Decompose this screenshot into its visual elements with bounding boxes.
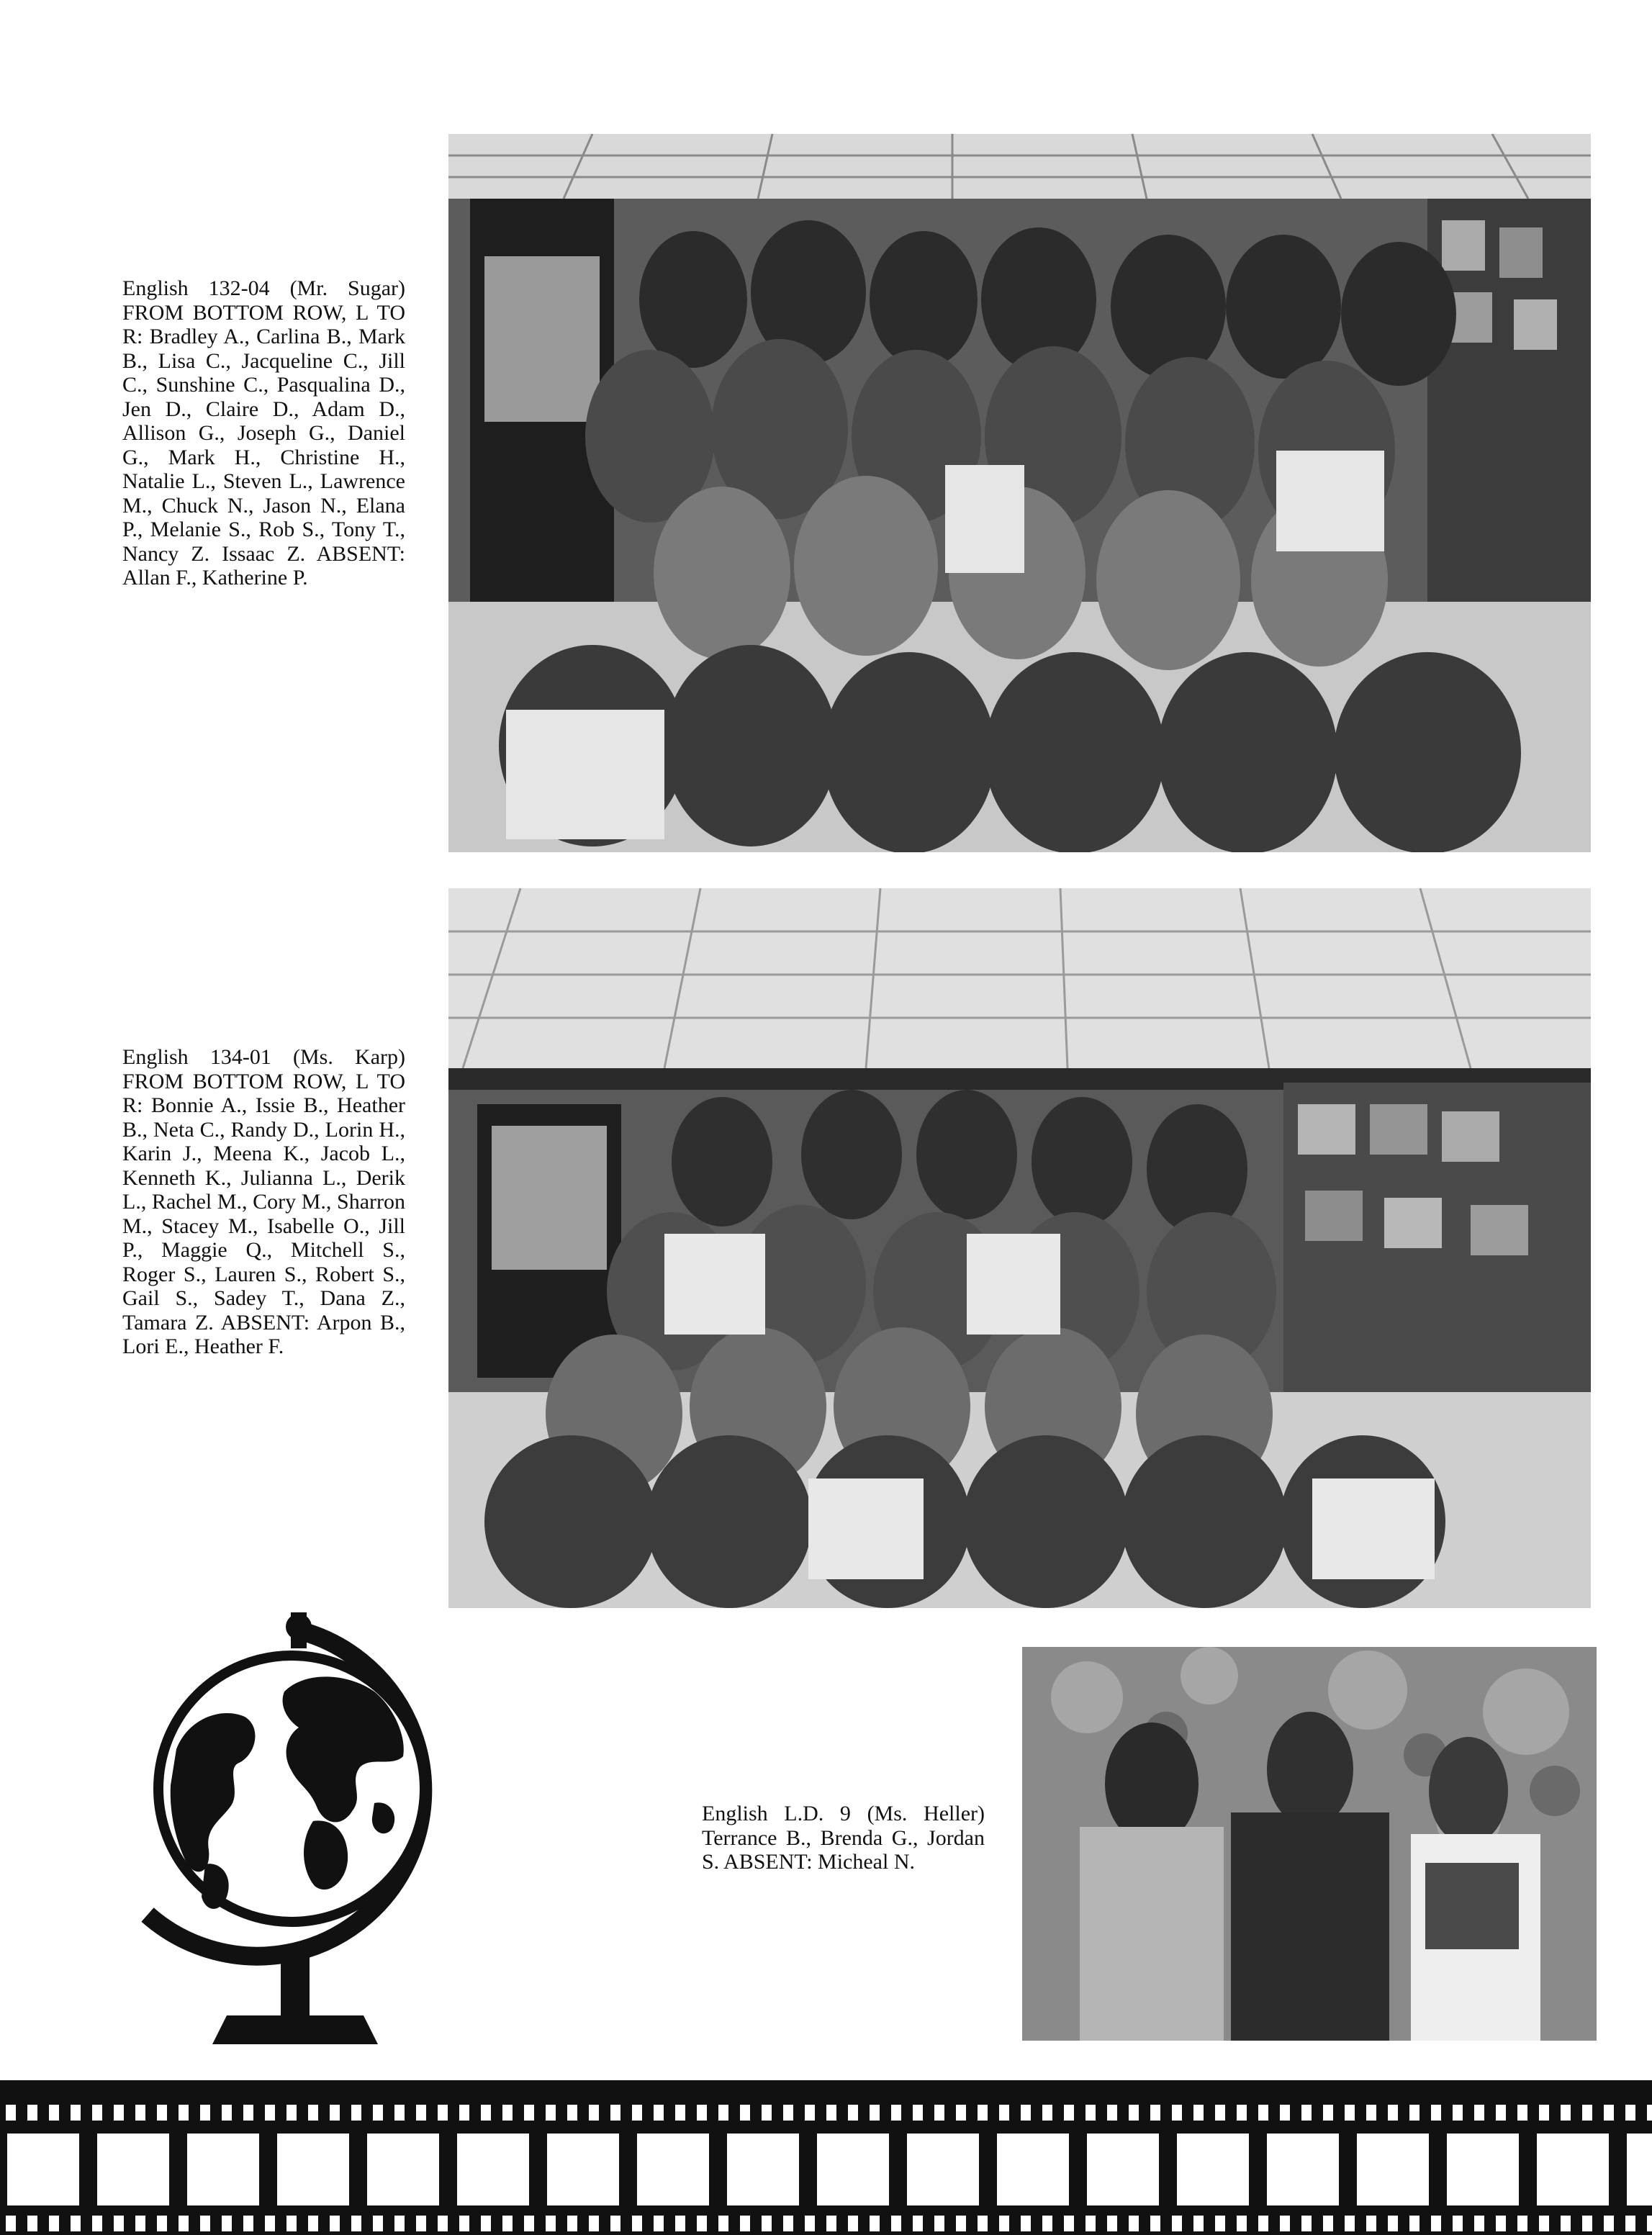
film-frame (1357, 2134, 1429, 2205)
film-frame (1267, 2134, 1339, 2205)
sprocket-hole (805, 2105, 815, 2121)
sprocket-hole (438, 2105, 448, 2121)
sprocket-hole (49, 2105, 59, 2121)
sprocket-hole (1539, 2216, 1549, 2231)
sprocket-hole (157, 2105, 167, 2121)
sprocket-hole (351, 2105, 361, 2121)
sprocket-hole (49, 2216, 59, 2231)
sprocket-hole (265, 2105, 275, 2121)
sprocket-hole (1409, 2216, 1419, 2231)
sprocket-hole (1366, 2105, 1376, 2121)
sprocket-hole (1301, 2105, 1312, 2121)
sprocket-hole (1647, 2216, 1652, 2231)
sprocket-hole (27, 2216, 37, 2231)
sprocket-hole (1366, 2216, 1376, 2231)
sprocket-hole (1301, 2216, 1312, 2231)
sprocket-hole (179, 2216, 189, 2231)
sprocket-hole (675, 2105, 685, 2121)
film-frame (907, 2134, 979, 2205)
film-frame (727, 2134, 799, 2205)
sprocket-hole (1539, 2105, 1549, 2121)
sprocket-hole (891, 2105, 901, 2121)
sprocket-hole (71, 2216, 81, 2231)
sprocket-hole (762, 2105, 772, 2121)
sprocket-hole (502, 2105, 513, 2121)
film-frame (1627, 2134, 1652, 2205)
sprocket-hole (740, 2216, 750, 2231)
sprocket-hole (1474, 2216, 1484, 2231)
sprocket-hole (870, 2216, 880, 2231)
sprocket-hole (1258, 2216, 1268, 2231)
sprocket-hole (330, 2216, 340, 2231)
sprocket-hole (826, 2216, 836, 2231)
sprocket-hole (913, 2105, 923, 2121)
sprocket-hole (1323, 2105, 1333, 2121)
sprocket-hole (1172, 2105, 1182, 2121)
sprocket-hole (416, 2105, 426, 2121)
film-frame (187, 2134, 259, 2205)
sprocket-hole (1215, 2216, 1225, 2231)
sprocket-hole (114, 2105, 124, 2121)
film-frame (1087, 2134, 1159, 2205)
sprocket-hole (222, 2105, 232, 2121)
sprocket-hole (459, 2105, 469, 2121)
sprocket-hole (27, 2105, 37, 2121)
sprocket-hole (373, 2216, 383, 2231)
sprocket-hole (978, 2216, 988, 2231)
sprocket-hole (330, 2105, 340, 2121)
film-frame (457, 2134, 529, 2205)
sprocket-hole (610, 2216, 620, 2231)
sprocket-hole (1237, 2216, 1247, 2231)
sprocket-hole (1129, 2105, 1139, 2121)
sprocket-hole (999, 2105, 1009, 2121)
sprocket-hole (1582, 2216, 1592, 2231)
sprocket-hole (654, 2216, 664, 2231)
sprocket-hole (114, 2216, 124, 2231)
sprocket-hole (805, 2216, 815, 2231)
sprocket-hole (1625, 2105, 1635, 2121)
sprocket-hole (243, 2105, 253, 2121)
sprocket-hole (416, 2216, 426, 2231)
sprocket-hole (1280, 2105, 1290, 2121)
sprocket-hole (870, 2105, 880, 2121)
sprocket-hole (1064, 2216, 1074, 2231)
sprocket-hole (1388, 2105, 1398, 2121)
sprocket-hole (92, 2216, 102, 2231)
sprocket-hole (697, 2105, 707, 2121)
sprocket-hole (783, 2216, 793, 2231)
sprocket-hole (1496, 2216, 1506, 2231)
sprocket-hole (675, 2216, 685, 2231)
sprocket-hole (697, 2216, 707, 2231)
sprocket-hole (524, 2216, 534, 2231)
sprocket-hole (654, 2105, 664, 2121)
sprocket-hole (1258, 2105, 1268, 2121)
filmstrip-border (0, 2080, 1652, 2235)
sprocket-hole (891, 2216, 901, 2231)
sprocket-hole (438, 2216, 448, 2231)
sprocket-hole (502, 2216, 513, 2231)
sprocket-hole (1193, 2105, 1204, 2121)
film-frame (367, 2134, 439, 2205)
sprocket-hole (848, 2105, 858, 2121)
sprocket-hole (1474, 2105, 1484, 2121)
sprocket-hole (956, 2216, 966, 2231)
sprocket-hole (1021, 2105, 1031, 2121)
sprocket-hole (1150, 2216, 1160, 2231)
class-photo-english-134-01 (448, 888, 1591, 1608)
sprocket-hole (1647, 2105, 1652, 2121)
sprocket-hole (1280, 2216, 1290, 2231)
sprocket-hole (1107, 2216, 1117, 2231)
sprocket-hole (999, 2216, 1009, 2231)
film-frame (547, 2134, 619, 2205)
sprocket-hole (1172, 2216, 1182, 2231)
sprocket-hole (1409, 2105, 1419, 2121)
class-caption-english-134-01: English 134-01 (Ms. Karp) FROM BOTTOM ROW, L TO R: Bonnie A., Issie B., Heather B., Neta C., Randy D., Lorin H., Karin J., Meena K., Jacob L., Kenneth K., Julianna L., Derik L., Rachel M., Cory M., Sharron M., Stacey M., Isabelle O., Jill P., Maggie Q., Mitchell S., Roger S., Lauren S., Robert S., Gail S., Sadey T., Dana Z., Tamara Z. ABSENT: Arpon B., Lori E., Heather F. (122, 1045, 405, 1358)
sprocket-hole (1323, 2216, 1333, 2231)
sprocket-hole (308, 2216, 318, 2231)
sprocket-hole (1517, 2105, 1527, 2121)
sprocket-hole (157, 2216, 167, 2231)
film-frame (277, 2134, 349, 2205)
sprocket-hole (1604, 2216, 1614, 2231)
film-frame (817, 2134, 889, 2205)
class-caption-english-ld-9: English L.D. 9 (Ms. Heller) Terrance B., Brenda G., Jordan S. ABSENT: Micheal N. (702, 1802, 985, 1874)
sprocket-hole (1345, 2216, 1355, 2231)
sprocket-hole (1625, 2216, 1635, 2231)
sprocket-hole (1215, 2105, 1225, 2121)
sprocket-hole (71, 2105, 81, 2121)
sprocket-hole (1582, 2105, 1592, 2121)
sprocket-hole (632, 2216, 642, 2231)
sprocket-hole (1085, 2105, 1096, 2121)
sprocket-hole (1193, 2216, 1204, 2231)
sprocket-hole (394, 2216, 405, 2231)
sprocket-hole (135, 2216, 145, 2231)
sprocket-hole (6, 2105, 16, 2121)
sprocket-hole (1453, 2216, 1463, 2231)
sprocket-hole (934, 2105, 944, 2121)
sprocket-hole (394, 2105, 405, 2121)
sprocket-hole (1431, 2105, 1441, 2121)
sprocket-hole (1345, 2105, 1355, 2121)
sprocket-hole (1064, 2105, 1074, 2121)
sprocket-hole (546, 2216, 556, 2231)
class-photo-english-ld-9 (1022, 1647, 1597, 2041)
sprocket-hole (265, 2216, 275, 2231)
sprocket-hole (1517, 2216, 1527, 2231)
class-caption-english-132-04: English 132-04 (Mr. Sugar) FROM BOTTOM ROW, L TO R: Bradley A., Carlina B., Mark B., Lisa C., Jacqueline C., Jill C., Sunshine C., Pasqualina D., Jen D., Claire D., Adam D., Allison G., Joseph G., Daniel G., Mark H., Christine H., Natalie L., Steven L., Lawrence M., Chuck N., Jason N., Elana P., Melanie S., Rob S., Tony T., Nancy Z. Issaac Z. ABSENT: Allan F., Katherine P. (122, 276, 405, 590)
sprocket-hole (589, 2216, 599, 2231)
sprocket-hole (718, 2105, 728, 2121)
sprocket-hole (1496, 2105, 1506, 2121)
sprocket-hole (934, 2216, 944, 2231)
sprocket-hole (200, 2105, 210, 2121)
sprocket-hole (92, 2105, 102, 2121)
globe-icon (119, 1612, 479, 2059)
sprocket-hole (956, 2105, 966, 2121)
sprocket-hole (1453, 2105, 1463, 2121)
class-photo-english-132-04 (448, 134, 1591, 852)
sprocket-hole (286, 2216, 297, 2231)
sprocket-hole (1042, 2105, 1052, 2121)
sprocket-hole (481, 2105, 491, 2121)
sprocket-hole (373, 2105, 383, 2121)
sprocket-hole (1107, 2105, 1117, 2121)
film-frame (997, 2134, 1069, 2205)
sprocket-hole (308, 2105, 318, 2121)
sprocket-hole (589, 2105, 599, 2121)
film-frame (1447, 2134, 1519, 2205)
sprocket-hole (1561, 2216, 1571, 2231)
sprocket-hole (567, 2105, 577, 2121)
sprocket-hole (222, 2216, 232, 2231)
film-frame (7, 2134, 79, 2205)
sprocket-hole (1388, 2216, 1398, 2231)
sprocket-hole (1129, 2216, 1139, 2231)
sprocket-hole (1237, 2105, 1247, 2121)
sprocket-hole (1042, 2216, 1052, 2231)
film-frame (1177, 2134, 1249, 2205)
sprocket-hole (1604, 2105, 1614, 2121)
sprocket-hole (459, 2216, 469, 2231)
sprocket-hole (783, 2105, 793, 2121)
sprocket-hole (1021, 2216, 1031, 2231)
sprocket-hole (1561, 2105, 1571, 2121)
sprocket-hole (1085, 2216, 1096, 2231)
sprocket-hole (718, 2216, 728, 2231)
sprocket-hole (740, 2105, 750, 2121)
sprocket-hole (632, 2105, 642, 2121)
sprocket-hole (610, 2105, 620, 2121)
sprocket-hole (200, 2216, 210, 2231)
sprocket-hole (6, 2216, 16, 2231)
sprocket-hole (481, 2216, 491, 2231)
film-frame (637, 2134, 709, 2205)
sprocket-hole (524, 2105, 534, 2121)
sprocket-hole (351, 2216, 361, 2231)
sprocket-hole (546, 2105, 556, 2121)
sprocket-hole (913, 2216, 923, 2231)
sprocket-hole (848, 2216, 858, 2231)
sprocket-hole (978, 2105, 988, 2121)
film-frame (1537, 2134, 1609, 2205)
sprocket-hole (135, 2105, 145, 2121)
sprocket-hole (243, 2216, 253, 2231)
sprocket-hole (179, 2105, 189, 2121)
sprocket-hole (286, 2105, 297, 2121)
sprocket-hole (1150, 2105, 1160, 2121)
sprocket-hole (762, 2216, 772, 2231)
film-frame (97, 2134, 169, 2205)
sprocket-hole (826, 2105, 836, 2121)
sprocket-hole (1431, 2216, 1441, 2231)
sprocket-hole (567, 2216, 577, 2231)
